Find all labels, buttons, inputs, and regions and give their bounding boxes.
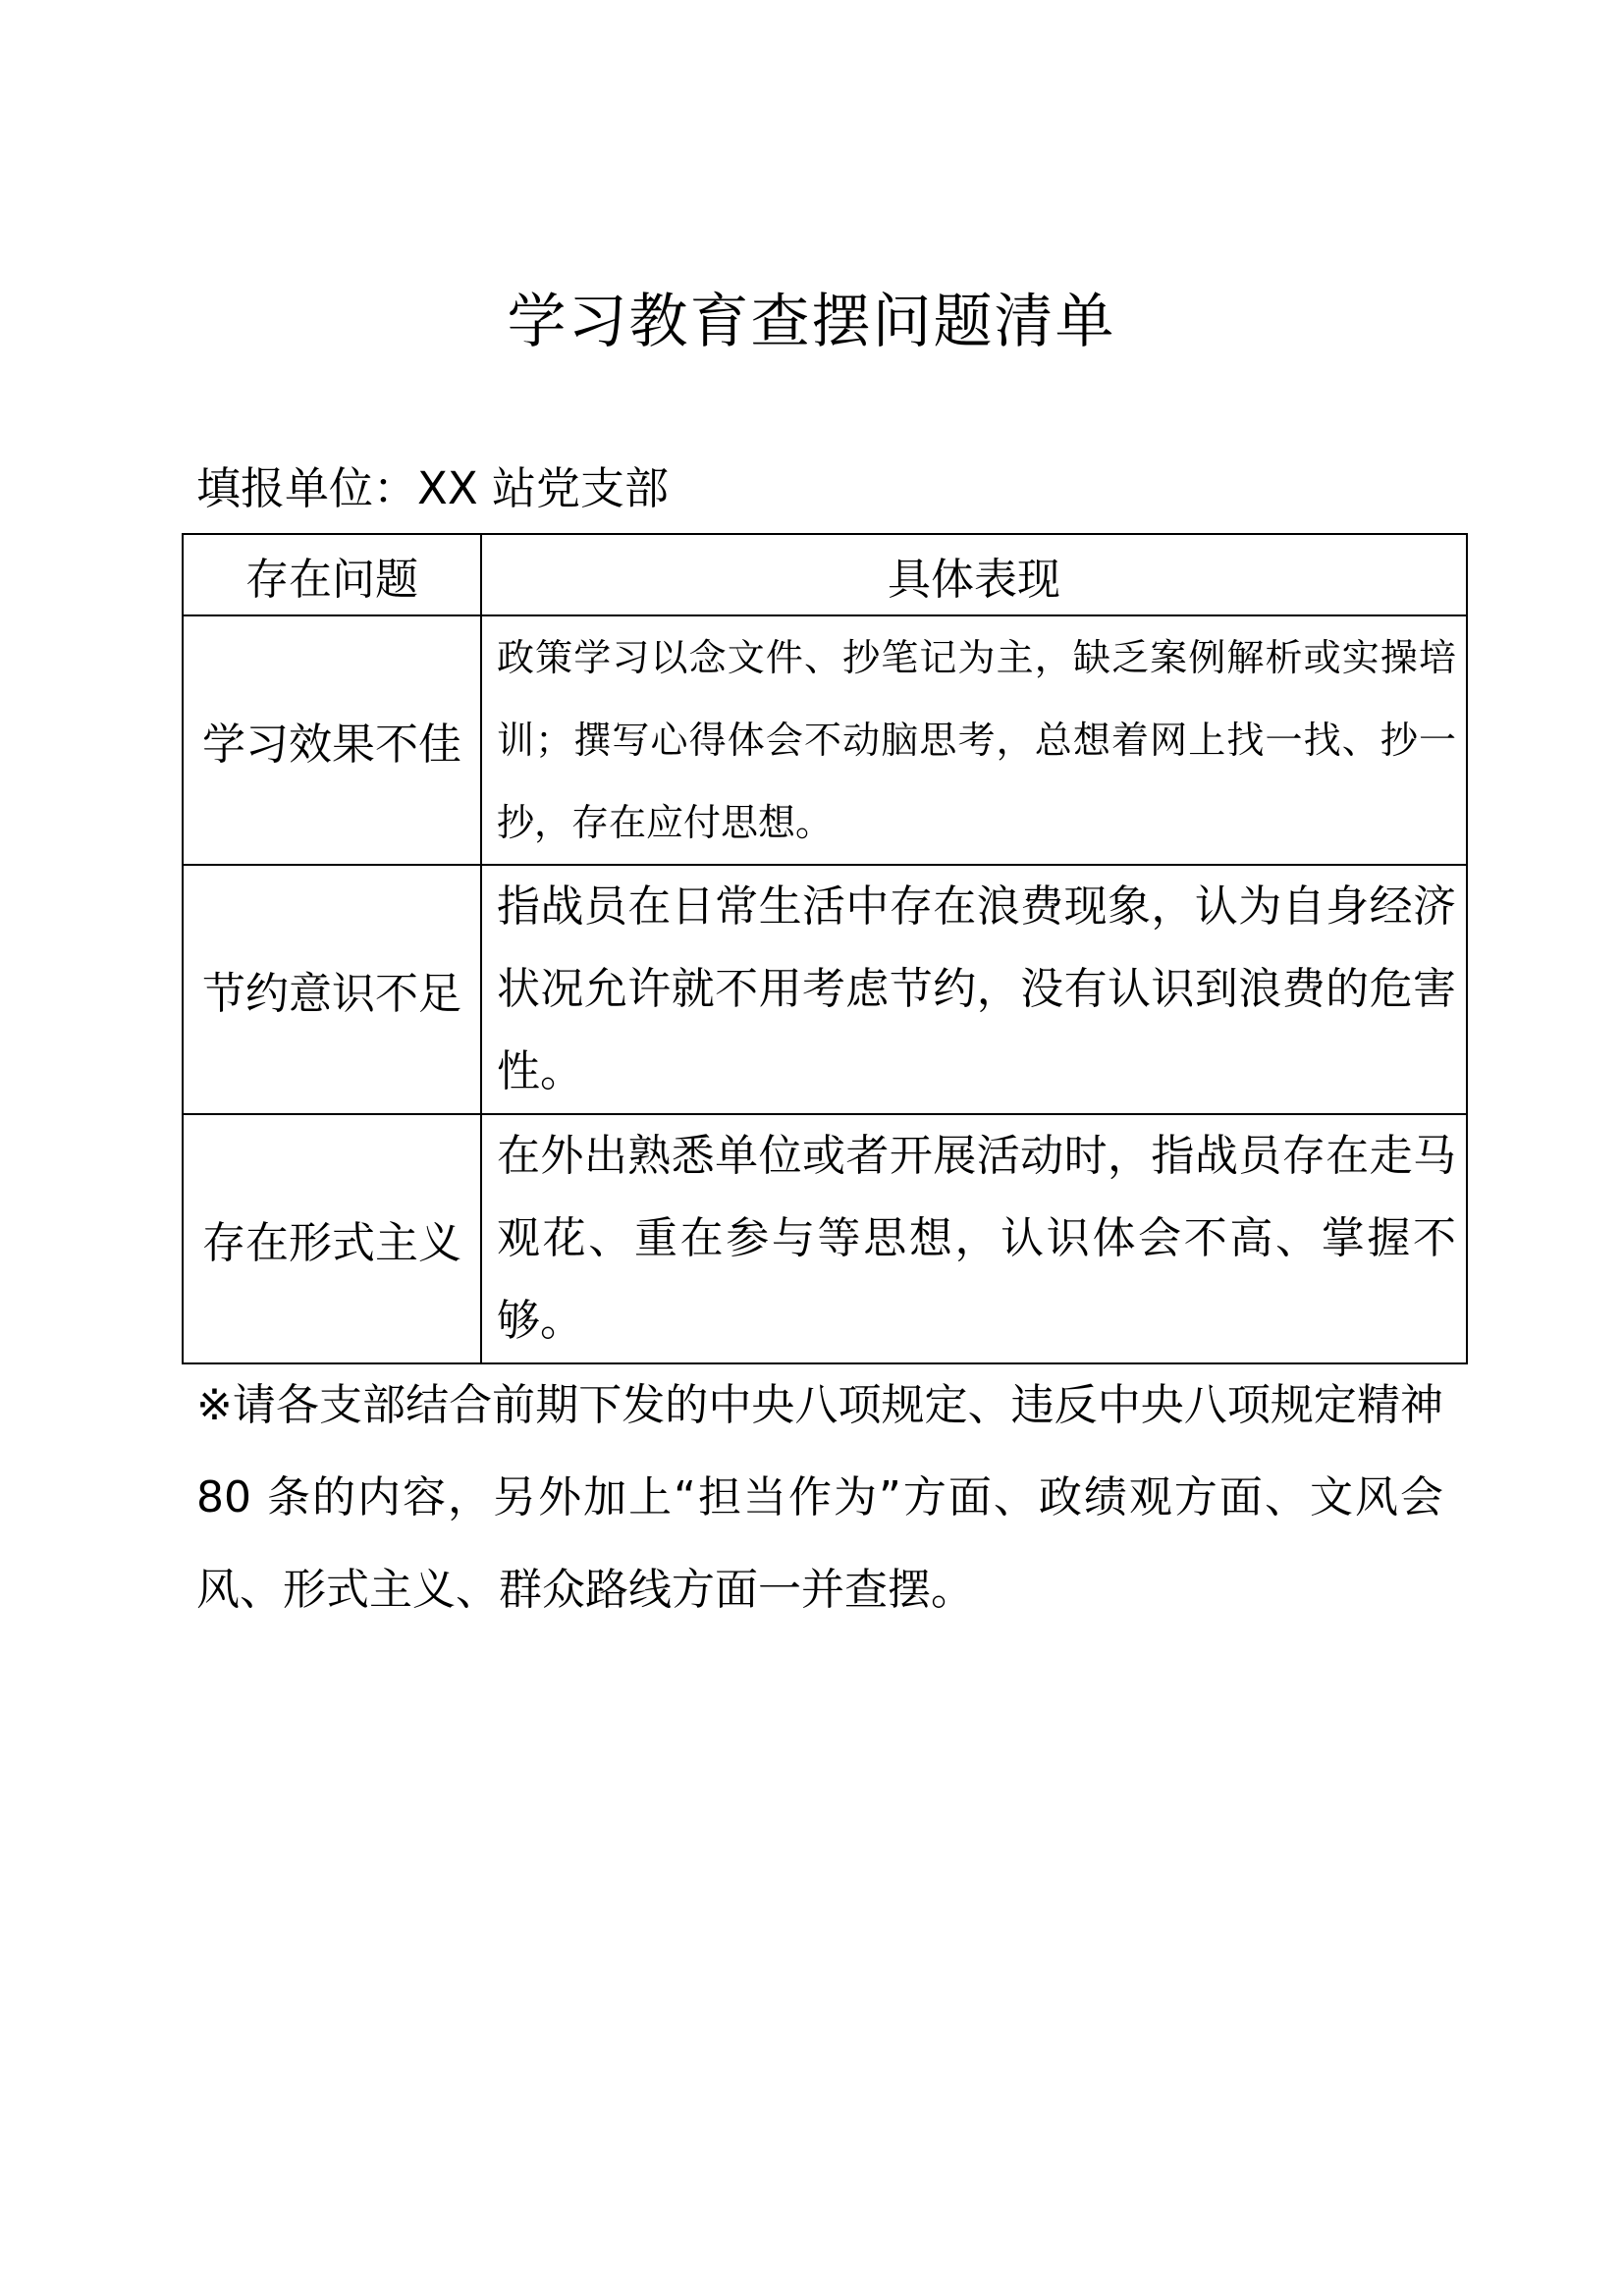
reporting-unit: 填报单位：XX 站党支部	[196, 462, 669, 514]
detail-cell: 政策学习以念文件、抄笔记为主，缺乏案例解析或实操培训；撰写心得体会不动脑思考，总想着网上找一找、抄一抄，存在应付思想。	[481, 615, 1467, 865]
table-row	[183, 865, 1467, 1114]
page-title: 学习教育查摆问题清单	[507, 288, 1116, 356]
footnote: ※请各支部结合前期下发的中央八项规定、违反中央八项规定精神 80 条的内容，另外加上“担当作为”方面、政绩观方面、文风会风、形式主义、群众路线方面一并查摆。	[196, 1380, 1443, 1615]
header-detail: 具体表现	[481, 534, 1467, 615]
issue-cell: 节约意识不足	[183, 865, 481, 1114]
detail-cell: 指战员在日常生活中存在浪费现象，认为自身经济状况允许就不用考虑节约，没有认识到浪费的危害性。	[481, 865, 1467, 1114]
issue-table	[182, 533, 1468, 1364]
header-issue: 存在问题	[183, 534, 481, 615]
issue-cell: 存在形式主义	[183, 1114, 481, 1363]
issue-cell: 学习效果不佳	[183, 615, 481, 865]
table-header-row	[183, 534, 1467, 615]
detail-cell: 在外出熟悉单位或者开展活动时，指战员存在走马观花、重在参与等思想，认识体会不高、掌握不够。	[481, 1114, 1467, 1363]
table-row	[183, 615, 1467, 865]
table-row	[183, 1114, 1467, 1363]
